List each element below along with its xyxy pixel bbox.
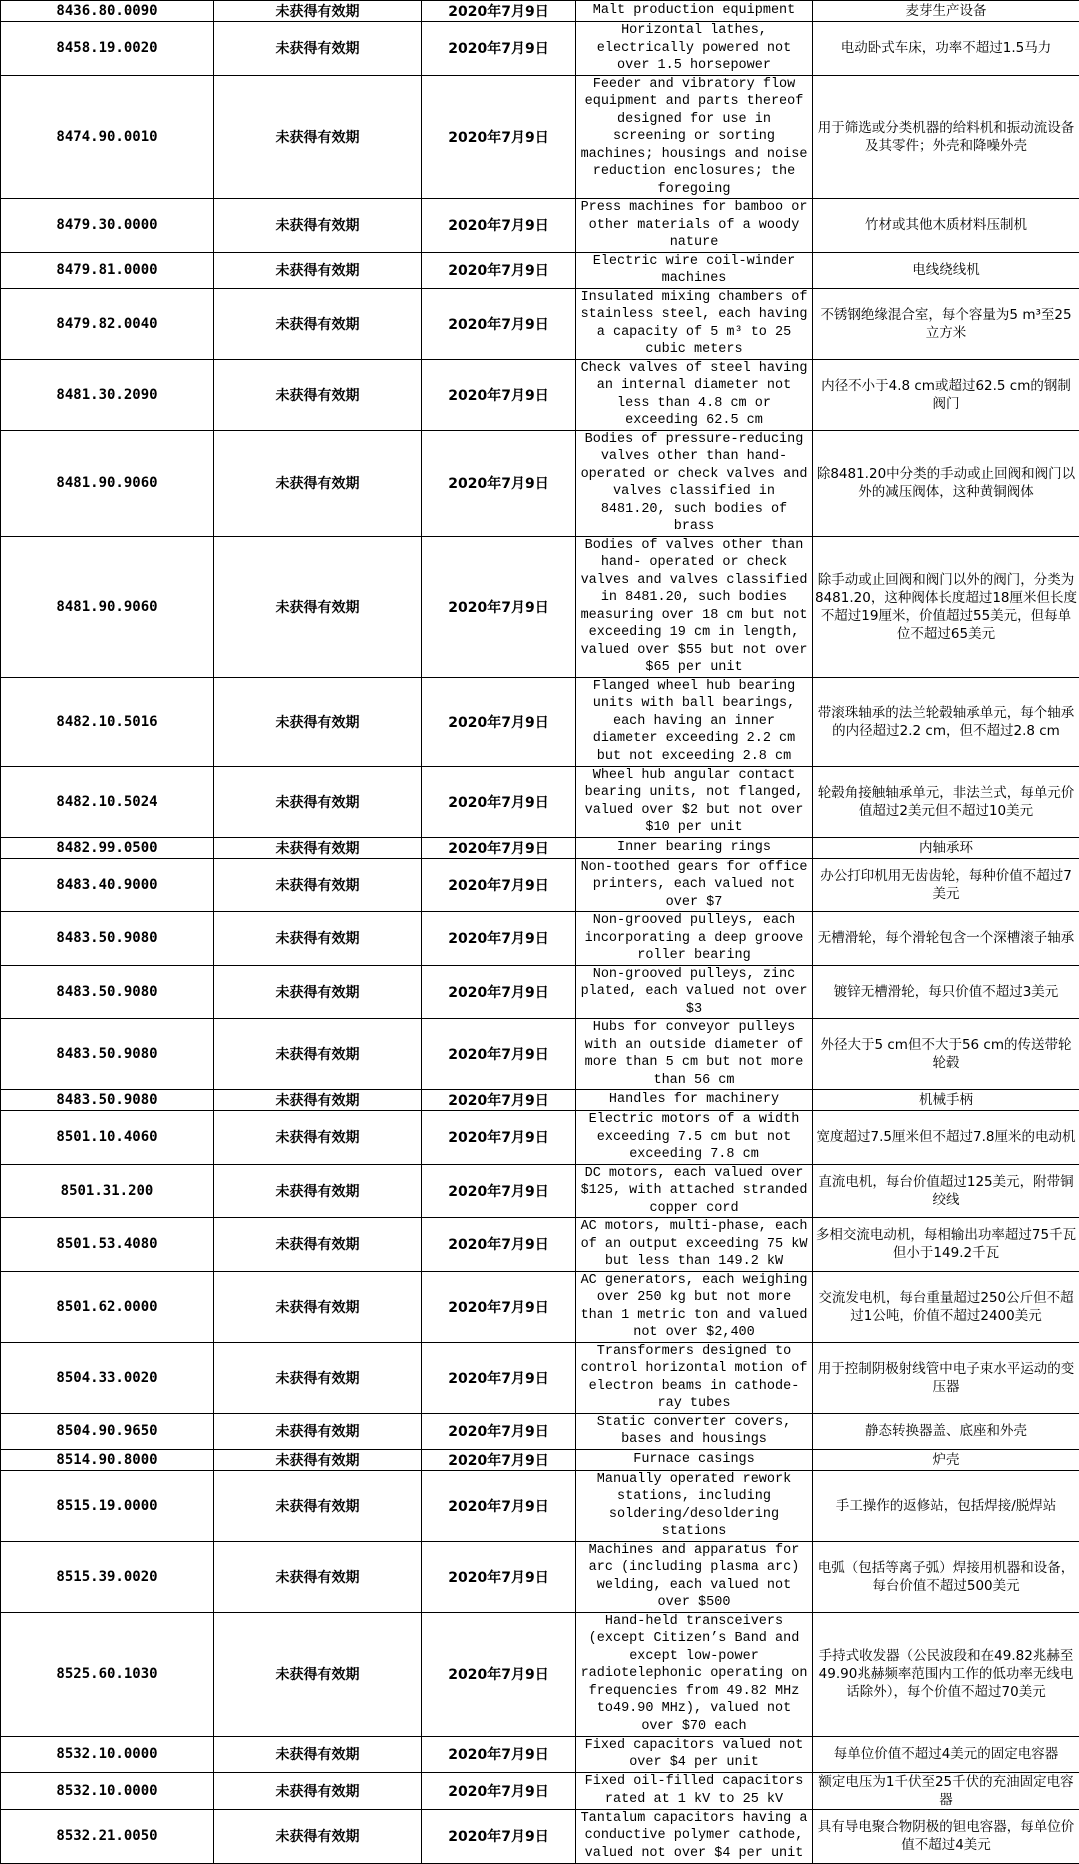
hts-code-cell: 8483.50.9080 <box>1 1090 214 1111</box>
table-row <box>1 288 1079 359</box>
english-description-cell: Flanged wheel hub bearing units with ball bearings, each having an inner diameter exceeding 2.2 cm but not exceeding 2.8 cm <box>576 677 813 766</box>
hts-code-cell: 8532.21.0050 <box>1 1809 214 1863</box>
hts-code-cell: 8481.30.2090 <box>1 359 214 430</box>
chinese-description-cell: 不锈钢绝缘混合室，每个容量为5 m³至25立方米 <box>813 288 1079 359</box>
english-description-cell: Hubs for conveyor pulleys with an outside diameter of more than 5 cm but not more than 56 cm <box>576 1019 813 1090</box>
table-row <box>1 1772 1079 1809</box>
chinese-description-cell: 轮毂角接触轴承单元，非法兰式，每单元价值超过2美元但不超过10美元 <box>813 766 1079 837</box>
date-cell: 2020年7月9日 <box>422 1218 576 1272</box>
english-description-cell: Hand-held transceivers (except Citizen’s Band and except low-power radiotelephonic operating on frequencies from 49.82 MHz to49.90 MHz), valued not over $70 each <box>576 1612 813 1736</box>
date-cell: 2020年7月9日 <box>422 965 576 1019</box>
english-description-cell: AC generators, each weighing over 250 kg but not more than 1 metric ton and valued not over $2,400 <box>576 1271 813 1342</box>
hts-code-cell: 8436.80.0090 <box>1 1 214 22</box>
date-cell: 2020年7月9日 <box>422 22 576 76</box>
hts-code-cell: 8501.53.4080 <box>1 1218 214 1272</box>
hts-code-cell: 8481.90.9060 <box>1 430 214 536</box>
chinese-description-cell: 用于控制阴极射线管中电子束水平运动的变压器 <box>813 1342 1079 1413</box>
chinese-description-cell: 电弧（包括等离子弧）焊接用机器和设备，每台价值不超过500美元 <box>813 1541 1079 1612</box>
table-row <box>1 1 1079 22</box>
date-cell: 2020年7月9日 <box>422 1541 576 1612</box>
english-description-cell: Manually operated rework stations, including soldering/desoldering stations <box>576 1470 813 1541</box>
english-description-cell: Press machines for bamboo or other materials of a woody nature <box>576 199 813 253</box>
table-row <box>1 430 1079 536</box>
hts-code-cell: 8514.90.8000 <box>1 1449 214 1470</box>
hts-code-cell: 8479.82.0040 <box>1 288 214 359</box>
chinese-description-cell: 静态转换器盖、底座和外壳 <box>813 1413 1079 1449</box>
date-cell: 2020年7月9日 <box>422 359 576 430</box>
english-description-cell: Electric wire coil-winder machines <box>576 252 813 288</box>
hts-code-cell: 8515.39.0020 <box>1 1541 214 1612</box>
status-cell: 未获得有效期 <box>214 1 422 22</box>
chinese-description-cell: 镀锌无槽滑轮，每只价值不超过3美元 <box>813 965 1079 1019</box>
hts-code-cell: 8479.81.0000 <box>1 252 214 288</box>
status-cell: 未获得有效期 <box>214 1090 422 1111</box>
chinese-description-cell: 电线绕线机 <box>813 252 1079 288</box>
hts-code-cell: 8532.10.0000 <box>1 1772 214 1809</box>
hts-code-cell: 8458.19.0020 <box>1 22 214 76</box>
table-row <box>1 1809 1079 1863</box>
chinese-description-cell: 带滚珠轴承的法兰轮毂轴承单元，每个轴承的内径超过2.2 cm，但不超过2.8 cm <box>813 677 1079 766</box>
chinese-description-cell: 除8481.20中分类的手动或止回阀和阀门以外的减压阀体，这种黄铜阀体 <box>813 430 1079 536</box>
chinese-description-cell: 用于筛选或分类机器的给料机和振动流设备及其零件；外壳和降噪外壳 <box>813 75 1079 199</box>
date-cell: 2020年7月9日 <box>422 1413 576 1449</box>
status-cell: 未获得有效期 <box>214 1164 422 1218</box>
status-cell: 未获得有效期 <box>214 288 422 359</box>
chinese-description-cell: 额定电压为1千伏至25千伏的充油固定电容器 <box>813 1772 1079 1809</box>
status-cell: 未获得有效期 <box>214 1271 422 1342</box>
english-description-cell: Bodies of pressure-reducing valves other than hand-operated or check valves and valves classified in 8481.20, such bodies of brass <box>576 430 813 536</box>
chinese-description-cell: 交流发电机，每台重量超过250公斤但不超过1公吨，价值不超过2400美元 <box>813 1271 1079 1342</box>
date-cell: 2020年7月9日 <box>422 858 576 912</box>
status-cell: 未获得有效期 <box>214 1736 422 1772</box>
date-cell: 2020年7月9日 <box>422 1271 576 1342</box>
date-cell: 2020年7月9日 <box>422 1090 576 1111</box>
chinese-description-cell: 每单位价值不超过4美元的固定电容器 <box>813 1736 1079 1772</box>
english-description-cell: Bodies of valves other than hand- operated or check valves and valves classified in 8481.20, such bodies measuring over 18 cm but not exceeding 19 cm in length, valued over $55 but not over $65 per unit <box>576 536 813 677</box>
date-cell: 2020年7月9日 <box>422 1 576 22</box>
chinese-description-cell: 内径不小于4.8 cm或超过62.5 cm的钢制阀门 <box>813 359 1079 430</box>
hts-code-cell: 8482.10.5024 <box>1 766 214 837</box>
table-row <box>1 252 1079 288</box>
english-description-cell: Static converter covers, bases and housings <box>576 1413 813 1449</box>
table-row <box>1 1541 1079 1612</box>
table-row <box>1 75 1079 199</box>
table-row <box>1 1090 1079 1111</box>
hts-code-cell: 8525.60.1030 <box>1 1612 214 1736</box>
table-row <box>1 912 1079 966</box>
date-cell: 2020年7月9日 <box>422 766 576 837</box>
date-cell: 2020年7月9日 <box>422 1612 576 1736</box>
date-cell: 2020年7月9日 <box>422 1809 576 1863</box>
table-row <box>1 1111 1079 1165</box>
status-cell: 未获得有效期 <box>214 677 422 766</box>
date-cell: 2020年7月9日 <box>422 912 576 966</box>
table-row <box>1 677 1079 766</box>
status-cell: 未获得有效期 <box>214 912 422 966</box>
status-cell: 未获得有效期 <box>214 359 422 430</box>
chinese-description-cell: 内轴承环 <box>813 837 1079 858</box>
hts-code-cell: 8479.30.0000 <box>1 199 214 253</box>
english-description-cell: Electric motors of a width exceeding 7.5 cm but not exceeding 7.8 cm <box>576 1111 813 1165</box>
hts-code-cell: 8501.31.200 <box>1 1164 214 1218</box>
hts-code-cell: 8482.99.0500 <box>1 837 214 858</box>
status-cell: 未获得有效期 <box>214 837 422 858</box>
chinese-description-cell: 多相交流电动机，每相输出功率超过75千瓦但小于149.2千瓦 <box>813 1218 1079 1272</box>
date-cell: 2020年7月9日 <box>422 252 576 288</box>
hts-code-cell: 8504.90.9650 <box>1 1413 214 1449</box>
chinese-description-cell: 手工操作的返修站，包括焊接/脱焊站 <box>813 1470 1079 1541</box>
status-cell: 未获得有效期 <box>214 252 422 288</box>
english-description-cell: Malt production equipment <box>576 1 813 22</box>
english-description-cell: Fixed oil-filled capacitors rated at 1 kV to 25 kV <box>576 1772 813 1809</box>
english-description-cell: Tantalum capacitors having a conductive polymer cathode, valued not over $4 per unit <box>576 1809 813 1863</box>
table-row <box>1 1271 1079 1342</box>
english-description-cell: AC motors, multi-phase, each of an output exceeding 75 kW but less than 149.2 kW <box>576 1218 813 1272</box>
date-cell: 2020年7月9日 <box>422 536 576 677</box>
date-cell: 2020年7月9日 <box>422 1470 576 1541</box>
table-row <box>1 22 1079 76</box>
hts-code-cell: 8483.40.9000 <box>1 858 214 912</box>
table-row <box>1 858 1079 912</box>
chinese-description-cell: 电动卧式车床，功率不超过1.5马力 <box>813 22 1079 76</box>
table-row <box>1 1342 1079 1413</box>
english-description-cell: Non-grooved pulleys, zinc plated, each valued not over $3 <box>576 965 813 1019</box>
date-cell: 2020年7月9日 <box>422 1449 576 1470</box>
english-description-cell: Inner bearing rings <box>576 837 813 858</box>
english-description-cell: Insulated mixing chambers of stainless steel, each having a capacity of 5 m³ to 25 cubic meters <box>576 288 813 359</box>
status-cell: 未获得有效期 <box>214 430 422 536</box>
chinese-description-cell: 无槽滑轮，每个滑轮包含一个深槽滚子轴承 <box>813 912 1079 966</box>
table-row <box>1 837 1079 858</box>
table-row <box>1 199 1079 253</box>
table-row <box>1 1413 1079 1449</box>
chinese-description-cell: 除手动或止回阀和阀门以外的阀门，分类为8481.20，这种阀体长度超过18厘米但长度不超过19厘米，价值超过55美元，但每单位不超过65美元 <box>813 536 1079 677</box>
table-row <box>1 1736 1079 1772</box>
table-row <box>1 965 1079 1019</box>
table-row <box>1 1449 1079 1470</box>
hts-code-cell: 8483.50.9080 <box>1 965 214 1019</box>
english-description-cell: Wheel hub angular contact bearing units, not flanged, valued over $2 but not over $10 per unit <box>576 766 813 837</box>
chinese-description-cell: 具有导电聚合物阴极的钽电容器，每单位价值不超过4美元 <box>813 1809 1079 1863</box>
status-cell: 未获得有效期 <box>214 1111 422 1165</box>
chinese-description-cell: 竹材或其他木质材料压制机 <box>813 199 1079 253</box>
table-row <box>1 766 1079 837</box>
hts-code-cell: 8482.10.5016 <box>1 677 214 766</box>
table-row <box>1 359 1079 430</box>
english-description-cell: Fixed capacitors valued not over $4 per unit <box>576 1736 813 1772</box>
hts-code-cell: 8501.10.4060 <box>1 1111 214 1165</box>
status-cell: 未获得有效期 <box>214 1772 422 1809</box>
date-cell: 2020年7月9日 <box>422 75 576 199</box>
hts-code-cell: 8532.10.0000 <box>1 1736 214 1772</box>
english-description-cell: Non-grooved pulleys, each incorporating a deep groove roller bearing <box>576 912 813 966</box>
english-description-cell: DC motors, each valued over $125, with attached stranded copper cord <box>576 1164 813 1218</box>
date-cell: 2020年7月9日 <box>422 837 576 858</box>
status-cell: 未获得有效期 <box>214 858 422 912</box>
date-cell: 2020年7月9日 <box>422 1111 576 1165</box>
status-cell: 未获得有效期 <box>214 1413 422 1449</box>
english-description-cell: Furnace casings <box>576 1449 813 1470</box>
hts-code-cell: 8483.50.9080 <box>1 1019 214 1090</box>
status-cell: 未获得有效期 <box>214 1809 422 1863</box>
status-cell: 未获得有效期 <box>214 965 422 1019</box>
table-row <box>1 1470 1079 1541</box>
status-cell: 未获得有效期 <box>214 1612 422 1736</box>
english-description-cell: Feeder and vibratory flow equipment and parts thereof designed for use in screening or sorting machines; housings and noise reduction enclosures; the foregoing <box>576 75 813 199</box>
date-cell: 2020年7月9日 <box>422 677 576 766</box>
date-cell: 2020年7月9日 <box>422 1342 576 1413</box>
status-cell: 未获得有效期 <box>214 1342 422 1413</box>
english-description-cell: Machines and apparatus for arc (including plasma arc) welding, each valued not over $500 <box>576 1541 813 1612</box>
table-row <box>1 536 1079 677</box>
chinese-description-cell: 直流电机，每台价值超过125美元，附带铜绞线 <box>813 1164 1079 1218</box>
hts-code-cell: 8515.19.0000 <box>1 1470 214 1541</box>
chinese-description-cell: 手持式收发器（公民波段和在49.82兆赫至49.90兆赫频率范围内工作的低功率无线电话除外），每个价值不超过70美元 <box>813 1612 1079 1736</box>
hts-code-cell: 8483.50.9080 <box>1 912 214 966</box>
table-body <box>1 1 1079 1864</box>
date-cell: 2020年7月9日 <box>422 430 576 536</box>
date-cell: 2020年7月9日 <box>422 1164 576 1218</box>
status-cell: 未获得有效期 <box>214 1019 422 1090</box>
date-cell: 2020年7月9日 <box>422 1736 576 1772</box>
status-cell: 未获得有效期 <box>214 75 422 199</box>
table-row <box>1 1164 1079 1218</box>
english-description-cell: Check valves of steel having an internal diameter not less than 4.8 cm or exceeding 62.5 cm <box>576 359 813 430</box>
chinese-description-cell: 机械手柄 <box>813 1090 1079 1111</box>
status-cell: 未获得有效期 <box>214 536 422 677</box>
date-cell: 2020年7月9日 <box>422 1019 576 1090</box>
date-cell: 2020年7月9日 <box>422 1772 576 1809</box>
hts-code-cell: 8474.90.0010 <box>1 75 214 199</box>
english-description-cell: Transformers designed to control horizontal motion of electron beams in cathode-ray tubes <box>576 1342 813 1413</box>
status-cell: 未获得有效期 <box>214 1470 422 1541</box>
english-description-cell: Horizontal lathes, electrically powered not over 1.5 horsepower <box>576 22 813 76</box>
status-cell: 未获得有效期 <box>214 1218 422 1272</box>
english-description-cell: Handles for machinery <box>576 1090 813 1111</box>
table-row <box>1 1019 1079 1090</box>
english-description-cell: Non-toothed gears for office printers, each valued not over $7 <box>576 858 813 912</box>
status-cell: 未获得有效期 <box>214 199 422 253</box>
date-cell: 2020年7月9日 <box>422 288 576 359</box>
status-cell: 未获得有效期 <box>214 22 422 76</box>
hts-code-cell: 8504.33.0020 <box>1 1342 214 1413</box>
chinese-description-cell: 办公打印机用无齿齿轮，每种价值不超过7美元 <box>813 858 1079 912</box>
hts-code-cell: 8501.62.0000 <box>1 1271 214 1342</box>
status-cell: 未获得有效期 <box>214 1541 422 1612</box>
chinese-description-cell: 麦芽生产设备 <box>813 1 1079 22</box>
chinese-description-cell: 炉壳 <box>813 1449 1079 1470</box>
date-cell: 2020年7月9日 <box>422 199 576 253</box>
hts-code-cell: 8481.90.9060 <box>1 536 214 677</box>
table-row <box>1 1218 1079 1272</box>
status-cell: 未获得有效期 <box>214 1449 422 1470</box>
chinese-description-cell: 外径大于5 cm但不大于56 cm的传送带轮轮毂 <box>813 1019 1079 1090</box>
table-row <box>1 1612 1079 1736</box>
chinese-description-cell: 宽度超过7.5厘米但不超过7.8厘米的电动机 <box>813 1111 1079 1165</box>
status-cell: 未获得有效期 <box>214 766 422 837</box>
